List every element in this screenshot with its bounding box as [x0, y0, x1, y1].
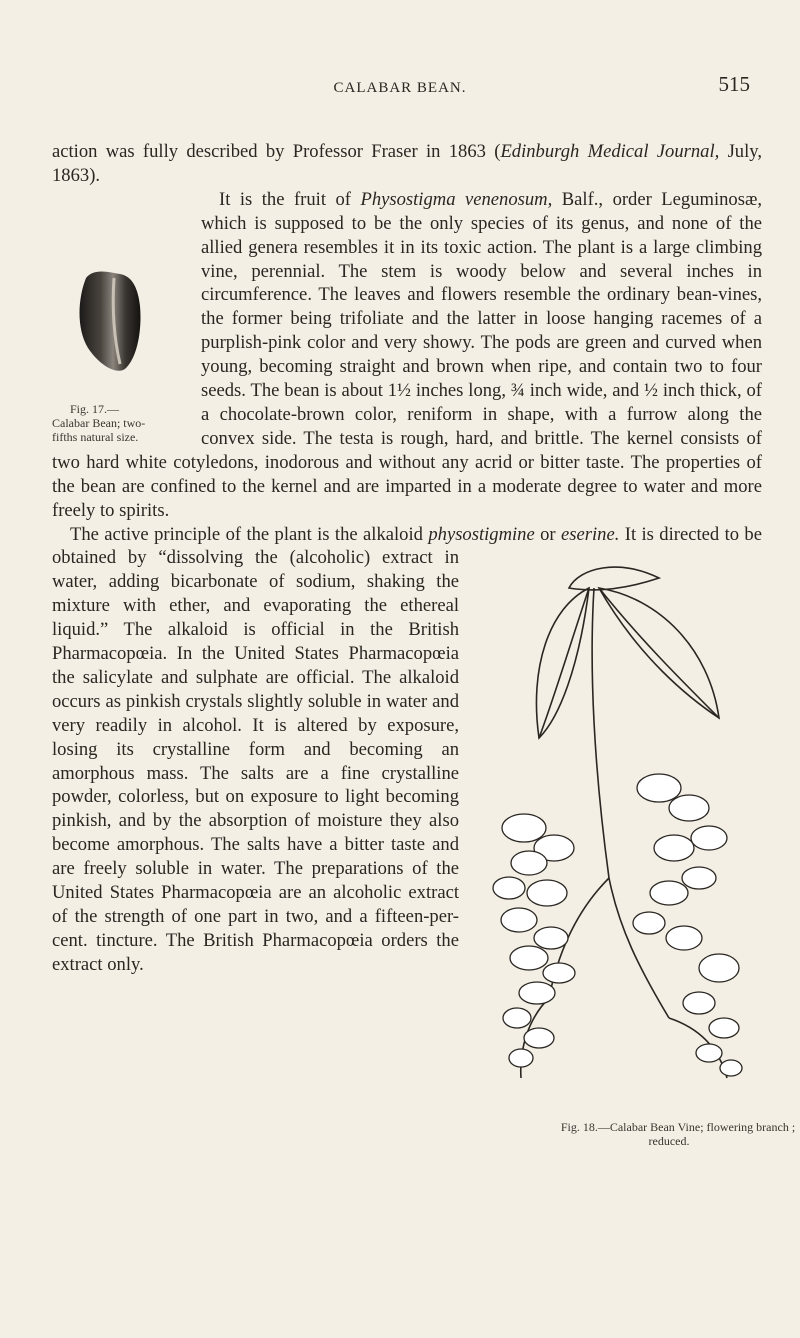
paragraph-3: The active principle of the plant is the alkaloid physostigmine or eserine. Fig. 18.—Calabar Bean Vine; flowering branch ; reduced. It is directed to be obtained by “dissolving the (alcoholic) extract in water, adding bicarbonate of sodium, shaking the mixture with ether, and evaporating the ethereal liquid.” The alkaloid is official in the British Pharmacopœia. In the United States Pharmacopœia the salicylate and sulphate are official. The alkaloid occurs as pinkish crystals slightly soluble in water and very readily in alcohol. It is altered by exposure, losing its crystalline form and becoming an amorphous mass. The salts are a fine crystalline powder, colorless, but on exposure to light becoming pinkish, and by the absorption of moisture they also become amorphous. The salts have a bitter taste and are freely soluble in water. The preparations of the United States Pharmacopœia are an alcoholic extract of the strength of one part in two, and a fifteen-per-cent. tincture. The British Pharmacopœia orders the extract only.: [52, 523, 762, 977]
body-text: [52, 140, 796, 1166]
page-number: 515: [718, 72, 750, 96]
figure-18-caption: Fig. 18.—Calabar Bean Vine; flowering branch ; reduced.: [560, 1120, 796, 1149]
species-name: Physostigma venenosum,: [360, 188, 553, 210]
running-head: [50, 72, 750, 102]
figure-18: [469, 548, 800, 1166]
running-head-title: CALABAR BEAN.: [333, 80, 467, 96]
calabar-bean-illustration: [48, 188, 168, 398]
alkaloid-name: physostigmine: [428, 523, 535, 545]
paragraph-1: action was fully described by Professor Fraser in 1863 (Edinburgh Medical Journal, July, 1863).: [52, 141, 763, 186]
journal-title: Edinburgh Medical Journal,: [500, 141, 720, 162]
figure-17-caption: Fig. 17.—Calabar Bean; two-fifths natural size.: [52, 401, 146, 444]
alkaloid-synonym: eserine.: [561, 523, 620, 545]
paragraph-2: It is the fruit of Physostigma venenosum, Fig. 17.—Calabar Bean; two-fifths natural size. Balf., order Leguminosæ, which is supposed to be the only species of its genus, and none of the allied genera resembles it in its toxic action. The plant is a large climbing vine, perennial. The stem is woody below and several inches in circumference. The leaves and flowers resemble the ordinary bean-vines, the former being trifoliate and the latter in loose hanging racemes of a purplish-pink color and very showy. The pods are green and curved when young, becoming straight and brown when ripe, and contain two to four seeds. The bean is about 1½ inches long, ¾ inch wide, and ½ inch thick, of a chocolate-brown color, reniform in shape, with a furrow along the convex side. The testa is rough, hard, and brittle. The kernel consists of two hard white cotyledons, inodorous and without any acrid or bitter taste. The properties of the bean are confined to the kernel and are imparted in a moderate degree to water and more freely to spirits.: [52, 188, 762, 523]
figure-17: [48, 188, 193, 450]
calabar-vine-illustration: [469, 548, 800, 1108]
